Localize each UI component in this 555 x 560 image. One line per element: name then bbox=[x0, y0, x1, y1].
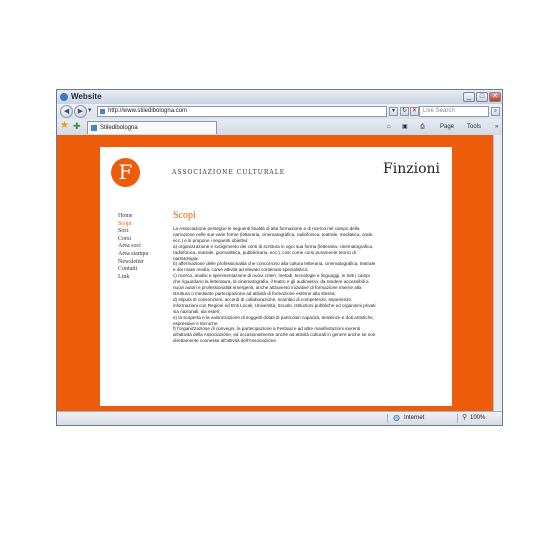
status-divider bbox=[457, 414, 458, 423]
body-line: La Associazione persegue le seguenti finalità di alta formazione e di ricerca nel campo della bbox=[173, 226, 360, 231]
security-zone: Internet bbox=[404, 415, 425, 421]
browser-window bbox=[56, 89, 503, 426]
body-line: e dei mass media, come attività ad elevato contenuto specialistico; bbox=[173, 267, 309, 273]
body-line: ecc.) e si propone i seguenti obiettivi: bbox=[173, 237, 249, 243]
body-line: informazioni con Regioni ed Enti Locali, Università, Scuole, Istituzioni pubbliche ed organismi privati bbox=[173, 302, 376, 308]
brand-name: Finzioni bbox=[383, 161, 440, 177]
body-line: che riguardano la letteratura, la cinematografia, il teatro e gli audiovisivi, da rendere accessibili a bbox=[173, 279, 369, 285]
forward-button[interactable]: ▶ bbox=[74, 105, 87, 118]
body-line: radiofonica, teatrale, giornalistica, pubblicitaria, ecc.), così come corsi puramente teorici di bbox=[173, 249, 356, 255]
menu-item-contatti[interactable]: Contatti bbox=[118, 266, 138, 273]
address-text: http://www.stiledibologna.com bbox=[108, 108, 188, 114]
status-bar bbox=[57, 411, 502, 425]
home-icon[interactable]: ⌂ bbox=[387, 124, 391, 130]
search-input[interactable]: Live Search bbox=[419, 106, 489, 117]
page-menu-button[interactable]: Page bbox=[440, 124, 455, 130]
body-line: sia nazionali, sia esteri; bbox=[173, 308, 221, 314]
internet-globe-icon: ◍ bbox=[393, 413, 400, 422]
minimize-button[interactable]: _ bbox=[463, 92, 475, 102]
menu-item-soci[interactable]: Soci bbox=[118, 228, 129, 235]
page-title: Scopi bbox=[173, 210, 196, 221]
tab-stiledibologna[interactable] bbox=[87, 121, 217, 134]
stop-button[interactable]: ✕ bbox=[411, 108, 418, 114]
page-icon bbox=[100, 109, 105, 114]
body-line: d) stipula di convenzioni, accordi di collaborazione, scambio di competenze, esperienze, bbox=[173, 296, 353, 302]
menu-item-corsi[interactable]: Corsi bbox=[118, 235, 132, 242]
address-bar[interactable] bbox=[97, 106, 387, 117]
feeds-icon[interactable]: ▣ bbox=[402, 124, 408, 130]
site-content bbox=[100, 147, 452, 406]
more-commands-icon[interactable]: » bbox=[495, 124, 499, 130]
add-favorites-icon[interactable]: ✚ bbox=[73, 121, 81, 131]
body-line: f) l'organizzazione di convegni, la partecipazione a Festival e ad altre manifestazioni inerenti bbox=[173, 326, 361, 332]
body-line: espressive e tecniche; bbox=[173, 320, 219, 326]
body-line: b) affermazione delle professionalità che concorrono alla cultura letteraria, cinematografica, teatrale bbox=[173, 261, 376, 267]
window-title: Website bbox=[71, 92, 102, 101]
body-line: c) ricerca, analisi e sperimentazione di nuovi criteri, metodi, tecnologie e linguaggi, in tutti i campi bbox=[173, 273, 370, 279]
site-menu bbox=[118, 213, 148, 281]
menu-item-area-soci[interactable]: Area soci bbox=[118, 243, 141, 250]
body-line: nuovi autori e professionalità emergenti, anche attraverso iniziative di formazione interne alla bbox=[173, 285, 362, 291]
site-logo[interactable]: F bbox=[111, 158, 140, 187]
menu-item-scopi[interactable]: Scopi bbox=[118, 220, 132, 227]
maximize-button[interactable]: □ bbox=[476, 92, 488, 102]
vertical-scrollbar[interactable] bbox=[493, 135, 502, 412]
body-line: direttamente connesse all'attività dell'Associazione. bbox=[173, 338, 278, 344]
body-line: a) organizzazione e svolgimento dei corsi di scrittura in ogni sua forma (letteraria, cinematografica, bbox=[173, 243, 374, 249]
menu-item-link[interactable]: Link bbox=[118, 273, 130, 280]
body-line: struttura o mediante partecipazione ad attività di formazione esterne alla stessa; bbox=[173, 290, 336, 296]
favorites-star-icon[interactable]: ★ bbox=[60, 120, 69, 131]
address-dropdown-button[interactable]: ▾ bbox=[389, 107, 398, 116]
address-toolbar bbox=[57, 104, 502, 119]
search-button[interactable]: ⌕ bbox=[491, 107, 500, 116]
assoc-label: ASSOCIAZIONE CULTURALE bbox=[172, 169, 286, 176]
zoom-icon[interactable]: ⚲ bbox=[462, 414, 468, 421]
menu-item-home[interactable]: Home bbox=[118, 213, 133, 219]
body-line: narrazione nelle sue varie forme (letteraria, cinematografica, radiofonica, teatrale, mediatica, orale, bbox=[173, 231, 374, 237]
zoom-level[interactable]: 100% bbox=[470, 415, 486, 421]
title-bar bbox=[57, 90, 502, 105]
tools-menu-button[interactable]: Tools bbox=[467, 124, 482, 130]
page-viewport bbox=[57, 135, 493, 412]
print-icon[interactable]: ⎙ bbox=[420, 124, 425, 130]
body-line: e) la scoperta e la valorizzazione di soggetti dotati di particolari capacità, tendenze e doti artistiche, bbox=[173, 314, 374, 320]
menu-item-area-stampa[interactable]: Area stampa bbox=[118, 250, 149, 257]
close-button[interactable]: ✕ bbox=[489, 92, 501, 102]
history-dropdown-icon[interactable]: ▾ bbox=[88, 107, 92, 114]
back-button[interactable]: ◀ bbox=[60, 105, 73, 118]
tab-toolbar bbox=[57, 119, 502, 136]
tab-label: Stiledibologna bbox=[100, 125, 138, 131]
page-body bbox=[173, 226, 378, 344]
menu-item-newsletter[interactable]: Newsletter bbox=[118, 258, 144, 265]
body-line: narratologia; bbox=[173, 255, 199, 261]
ie-logo-icon bbox=[60, 93, 68, 101]
tab-page-icon bbox=[91, 125, 97, 131]
refresh-button[interactable]: ↻ bbox=[401, 108, 408, 114]
status-divider bbox=[387, 414, 388, 423]
body-line: all'attività della Associazione, ed occasionalmente anche ad attività culturali in genere anche se non bbox=[173, 332, 376, 338]
